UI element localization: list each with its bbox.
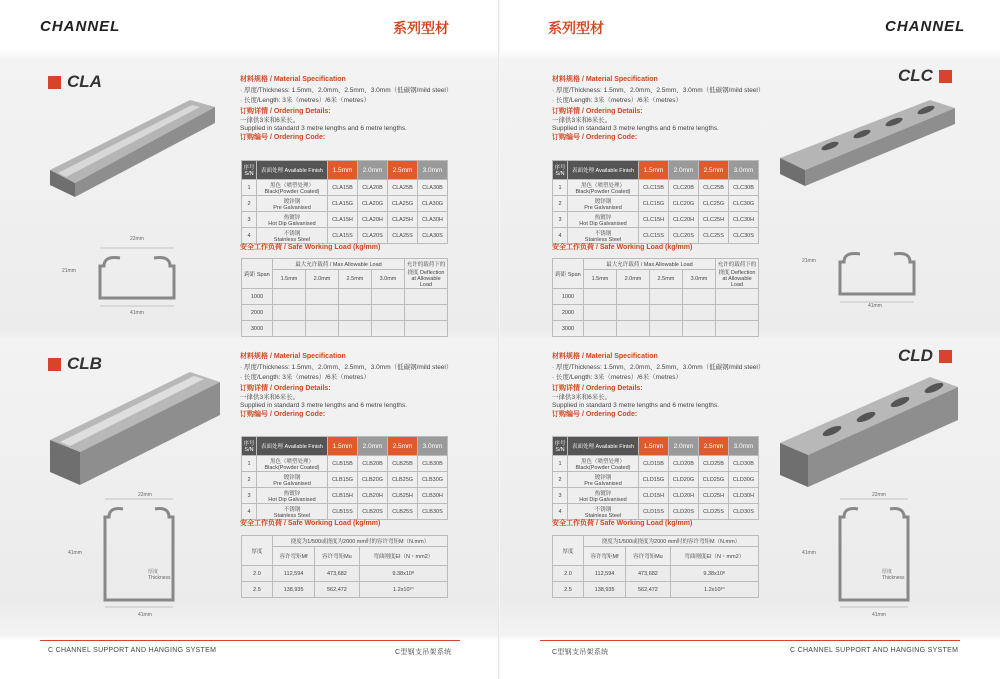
cld-channel-image [770, 365, 970, 495]
table-row: 1 黑色（喷塑处理） Black(Powder Coated) CLD15B CLD20B CLD25B CLD30B [553, 456, 759, 472]
clc-dim-height: 21mm [802, 258, 816, 264]
clc-dim-base: 41mm [868, 303, 882, 309]
table-row: 1 黑色（喷塑处理） Black(Powder Coated) CLC15B CLC20B CLC25B CLC30B [553, 180, 759, 196]
size-header: 3.0mm [418, 161, 448, 180]
clb-length: · 长度/Length: 3米（metres）/6米（metres） [240, 374, 371, 381]
clb-spec-block [240, 352, 490, 421]
cla-channel-image [40, 85, 240, 205]
cld-spec-block [552, 352, 802, 421]
clb-profile-drawing [95, 495, 180, 610]
cla-ordering-table [241, 160, 448, 244]
cla-ordering-details-cn: 一律供3米和6米长。 [240, 117, 300, 124]
footer-cn-right: C型钢支吊架系统 [552, 649, 609, 656]
clb-ordering-details-en: Supplied in standard 3 metre lengths and 6 metre lengths. [240, 402, 407, 409]
cld-label: CLD [898, 346, 933, 365]
clc-channel-image [770, 88, 970, 198]
clb-material-title: 材料规格 / Material Specification [240, 353, 346, 360]
table-row: 2 镀锌钢 Pre Galvanised CLD15G CLD20G CLD25G CLD30G [553, 472, 759, 488]
cld-thickness: · 厚度/Thickness: 1.5mm、2.0mm、2.5mm、3.0mm（低碳钢/mild steel） [552, 363, 765, 371]
sn-header: 序号 S/N [242, 161, 257, 180]
cla-ordering-code-title: 订购编号 / Ordering Code: [240, 134, 326, 141]
clb-load-title-wrap [240, 519, 380, 530]
clb-ordering-details-title: 订购详情 / Ordering Details: [240, 384, 331, 392]
size-header: 2.5mm [388, 161, 418, 180]
table-row: 2000 [553, 305, 759, 321]
table-row: 2 镀锌钢 Pre Galvanised CLA15G CLA20G CLA25G CLA30G [242, 196, 448, 212]
table-row: 2.5 138,935 562,472 1.2x10¹⁰ [242, 582, 448, 598]
table-row: 4 不锈钢 Stainless Steel CLA15S CLA20S CLA25S CLA30S [242, 228, 448, 244]
cla-ordering-details-en: Supplied in standard 3 metre lengths and 6 metre lengths. [240, 125, 407, 132]
table-row: 2.0 112,594 473,682 9.38x10⁸ [242, 566, 448, 582]
cld-load-title-wrap [552, 519, 692, 530]
table-row: 3000 [553, 321, 759, 337]
span-header: 跨距 Span [242, 259, 273, 289]
clc-spec-block [552, 75, 802, 144]
table-row: 3 热镀锌 Hot Dip Galvanised CLC15H CLC20H CLC25H CLC30H [553, 212, 759, 228]
table-row: 2 镀锌钢 Pre Galvanised CLC15G CLC20G CLC25G CLC30G [553, 196, 759, 212]
clb-ordering-code-title: 订购编号 / Ordering Code: [240, 411, 326, 418]
footer-line-right [540, 640, 960, 641]
header-cn-right: 系列型材 [548, 20, 604, 36]
header-cn-left: 系列型材 [393, 20, 449, 36]
table-row: 2 镀锌钢 Pre Galvanised CLB15G CLB20G CLB25G CLB30G [242, 472, 448, 488]
clc-ordering-details-title: 订购详情 / Ordering Details: [552, 107, 643, 115]
clc-ordering-details-en: Supplied in standard 3 metre lengths and 6 metre lengths. [552, 125, 719, 132]
table-row: 4 不锈钢 Stainless Steel CLD15S CLD20S CLD25S CLD30S [553, 504, 759, 520]
cld-material-title: 材料规格 / Material Specification [552, 353, 658, 360]
clb-label: CLB [67, 354, 102, 373]
size-header: 2.0mm [358, 161, 388, 180]
cla-dim-height: 21mm [62, 268, 76, 274]
cla-dim-width: 22mm [130, 236, 144, 242]
cld-ordering-code-title: 订购编号 / Ordering Code: [552, 411, 638, 418]
clc-profile-drawing [830, 236, 920, 306]
table-row: 1000 [242, 289, 448, 305]
cld-load-title: 安全工作负荷 / Safe Working Load (kg/mm) [552, 520, 693, 527]
header-title-right: CHANNEL [885, 18, 966, 35]
footer-en-left: C CHANNEL SUPPORT AND HANGING SYSTEM [48, 647, 217, 654]
header-title-left: CHANNEL [40, 18, 121, 35]
footer-en-right: C CHANNEL SUPPORT AND HANGING SYSTEM [790, 647, 959, 654]
clc-material-title: 材料规格 / Material Specification [552, 76, 658, 83]
cld-profile-drawing [830, 495, 915, 610]
finish-header: 表面处理 Available Finish [257, 161, 328, 180]
cla-material-title: 材料规格 / Material Specification [240, 76, 346, 83]
cld-dim-base: 41mm [872, 612, 886, 618]
cld-dim-width: 22mm [872, 492, 886, 498]
clb-channel-image [40, 360, 240, 490]
footer-cn-left: C型钢支吊架系统 [395, 649, 452, 656]
clb-dim-base: 41mm [138, 612, 152, 618]
clc-square-icon [939, 70, 952, 83]
cld-square-icon [939, 350, 952, 363]
table-row: 3 热镀锌 Hot Dip Galvanised CLD15H CLD20H CLD25H CLD30H [553, 488, 759, 504]
cld-dim-height: 41mm [802, 550, 816, 556]
cla-ordering-details-title: 订购详情 / Ordering Details: [240, 107, 331, 115]
clc-length: · 长度/Length: 3米（metres）/6米（metres） [552, 97, 683, 104]
clb-load-title: 安全工作负荷 / Safe Working Load (kg/mm) [240, 520, 381, 527]
clb-ordering-details-cn: 一律供3米和6米长。 [240, 394, 300, 401]
clc-section-label [898, 66, 952, 86]
clc-ordering-code-title: 订购编号 / Ordering Code: [552, 134, 638, 141]
cld-length: · 长度/Length: 3米（metres）/6米（metres） [552, 374, 683, 381]
cla-thickness: · 厚度/Thickness: 1.5mm、2.0mm、2.5mm、3.0mm（低碳钢/mild steel） [240, 86, 453, 94]
clb-thickness: · 厚度/Thickness: 1.5mm、2.0mm、2.5mm、3.0mm（低碳钢/mild steel） [240, 363, 453, 371]
max-load-header: 最大允许载荷 / Max Allowable Load [273, 259, 405, 270]
clc-label: CLC [898, 66, 933, 85]
table-row: 2.5 138,935 562,472 1.2x10¹⁰ [553, 582, 759, 598]
table-row: 2000 [242, 305, 448, 321]
cld-moment-table: 厚度 挠度为1/500或挠度为2000 mm时的容许弯矩M（N.mm） 容许弯矩Mf 容许弯矩Mu 弯曲刚度EI（N・mm2） 2.0 112,594 473,682 9.38x10⁸ 2.5 138,935 562,472 1.2x10¹⁰ [552, 535, 759, 598]
clb-dim-height: 41mm [68, 550, 82, 556]
clc-load-title-wrap [552, 243, 692, 254]
footer-line-left [40, 640, 460, 641]
table-row: 1000 [553, 289, 759, 305]
clc-ordering-table: 序号 S/N 表面处理 Available Finish 1.5mm 2.0mm 2.5mm 3.0mm 1 黑色（喷塑处理） Black(Powder Coated) CLC15B CLC20B CLC25B CLC30B 2 镀锌钢 Pre Galvanised CLC15G CLC20G CLC25G CLC30G 3 热镀锌 Hot Dip Galvanised CLC15H CLC20H CLC25H CLC30H 4 不锈钢 Stainless Steel CLC15S CLC20S CLC25S CLC30S [552, 160, 759, 244]
clc-ordering-details-cn: 一律供3米和6米长。 [552, 117, 612, 124]
cla-spec-block [240, 75, 490, 144]
cld-ordering-table: 序号 S/N 表面处理 Available Finish 1.5mm 2.0mm 2.5mm 3.0mm 1 黑色（喷塑处理） Black(Powder Coated) CLD15B CLD20B CLD25B CLD30B 2 镀锌钢 Pre Galvanised CLD15G CLD20G CLD25G CLD30G 3 热镀锌 Hot Dip Galvanised CLD15H CLD20H CLD25H CLD30H 4 不锈钢 Stainless Steel CLD15S CLD20S CLD25S CLD30S [552, 436, 759, 520]
clb-moment-table: 厚度 挠度为1/500或挠度为2000 mm时的容许弯矩M（N.mm） 容许弯矩Mf 容许弯矩Mu 弯曲刚度EI（N・mm2） 2.0 112,594 473,682 9.38x10⁸ 2.5 138,935 562,472 1.2x10¹⁰ [241, 535, 448, 598]
cla-profile-drawing [90, 240, 180, 310]
cla-load-title: 安全工作负荷 / Safe Working Load (kg/mm) [240, 244, 381, 251]
table-row: 1 黑色（喷塑处理） Black(Powder Coated) CLA15B CLA20B CLA25B CLA30B [242, 180, 448, 196]
clc-load-title: 安全工作负荷 / Safe Working Load (kg/mm) [552, 244, 693, 251]
clc-thickness: · 厚度/Thickness: 1.5mm、2.0mm、2.5mm、3.0mm（低碳钢/mild steel） [552, 86, 765, 94]
size-header: 1.5mm [328, 161, 358, 180]
table-row: 1 黑色（喷塑处理） Black(Powder Coated) CLB15B CLB20B CLB25B CLB30B [242, 456, 448, 472]
clb-dim-width: 22mm [138, 492, 152, 498]
cla-load-table: 跨距 Span 最大允许载荷 / Max Allowable Load 允许的载荷下的挠度 Deflection at Allowable Load 1.5mm 2.0mm 2.5mm 3.0mm 1000 2000 3000 [241, 258, 448, 337]
cld-dim-thickness: 厚度 Thickness [882, 569, 905, 581]
cla-label: CLA [67, 72, 102, 91]
cla-length: · 长度/Length: 3米（metres）/6米（metres） [240, 97, 371, 104]
cld-section-label [898, 346, 952, 366]
table-row: 3 热镀锌 Hot Dip Galvanised CLB15H CLB20H CLB25H CLB30H [242, 488, 448, 504]
deflection-header: 允许的载荷下的挠度 Deflection at Allowable Load [405, 259, 448, 289]
clc-load-table: 跨距 Span 最大允许载荷 / Max Allowable Load 允许的载荷下的挠度 Deflection at Allowable Load 1.5mm 2.0mm 2.5mm 3.0mm 1000 2000 3000 [552, 258, 759, 337]
right-page [500, 0, 1000, 679]
cld-ordering-details-cn: 一律供3米和6米长。 [552, 394, 612, 401]
table-row: 3000 [242, 321, 448, 337]
cld-ordering-details-title: 订购详情 / Ordering Details: [552, 384, 643, 392]
cla-dim-base: 41mm [130, 310, 144, 316]
clb-dim-thickness: 厚度 Thickness [148, 569, 171, 581]
table-row: 2.0 112,594 473,682 9.38x10⁸ [553, 566, 759, 582]
table-row: 4 不锈钢 Stainless Steel CLB15S CLB20S CLB25S CLB30S [242, 504, 448, 520]
table-row: 4 不锈钢 Stainless Steel CLC15S CLC20S CLC25S CLC30S [553, 228, 759, 244]
cld-ordering-details-en: Supplied in standard 3 metre lengths and 6 metre lengths. [552, 402, 719, 409]
cla-load-title-wrap [240, 243, 380, 254]
table-row: 3 热镀锌 Hot Dip Galvanised CLA15H CLA20H CLA25H CLA30H [242, 212, 448, 228]
clb-ordering-table: 序号 S/N 表面处理 Available Finish 1.5mm 2.0mm 2.5mm 3.0mm 1 黑色（喷塑处理） Black(Powder Coated) CLB15B CLB20B CLB25B CLB30B 2 镀锌钢 Pre Galvanised CLB15G CLB20G CLB25G CLB30G 3 热镀锌 Hot Dip Galvanised CLB15H CLB20H CLB25H CLB30H 4 不锈钢 Stainless Steel CLB15S CLB20S CLB25S CLB30S [241, 436, 448, 520]
